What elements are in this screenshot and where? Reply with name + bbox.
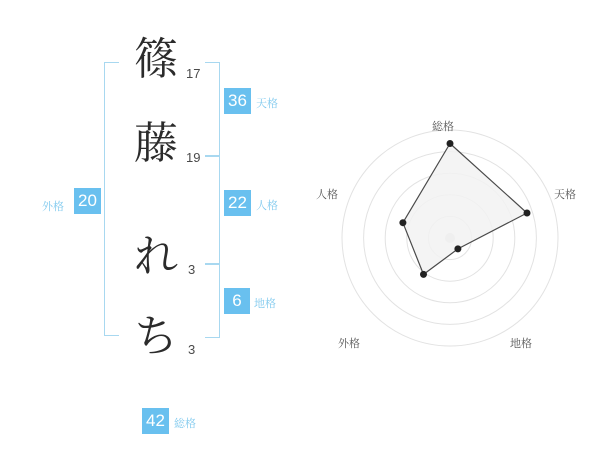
jinkaku-label: 人格 xyxy=(256,200,278,212)
gaikaku-score: 20 xyxy=(74,188,101,214)
radar-axis-label-gaikaku: 外格 xyxy=(338,338,360,350)
radar-axis-label-jinkaku: 人格 xyxy=(316,189,338,201)
radar-chart xyxy=(310,110,590,370)
name-char-2: 藤 xyxy=(134,119,178,168)
stroke-count-1: 17 xyxy=(186,66,201,81)
chikaku-bracket xyxy=(205,264,220,338)
jinkaku-bracket xyxy=(205,156,220,264)
chikaku-label: 地格 xyxy=(254,298,276,310)
name-char-3: れ xyxy=(134,232,178,281)
radar-axis-label-chikaku: 地格 xyxy=(510,338,532,350)
radar-chart-svg xyxy=(310,110,590,370)
tenkaku-score: 36 xyxy=(224,88,251,114)
tenkaku-label: 天格 xyxy=(256,98,278,110)
tenkaku-bracket xyxy=(205,62,220,156)
name-char-1: 篠 xyxy=(134,35,178,84)
stroke-count-2: 19 xyxy=(186,150,201,165)
gaikaku-label: 外格 xyxy=(42,201,64,213)
jinkaku-score: 22 xyxy=(224,190,251,216)
radar-axis-label-soukaku: 総格 xyxy=(432,121,454,133)
soukaku-label: 総格 xyxy=(174,418,196,430)
name-char-4: ち xyxy=(134,312,178,361)
soukaku-score: 42 xyxy=(142,408,169,434)
chikaku-score: 6 xyxy=(224,288,250,314)
gaikaku-bracket xyxy=(104,62,119,336)
radar-axis-label-tenkaku: 天格 xyxy=(554,189,576,201)
stroke-count-3: 3 xyxy=(188,262,196,277)
stroke-count-4: 3 xyxy=(188,342,196,357)
